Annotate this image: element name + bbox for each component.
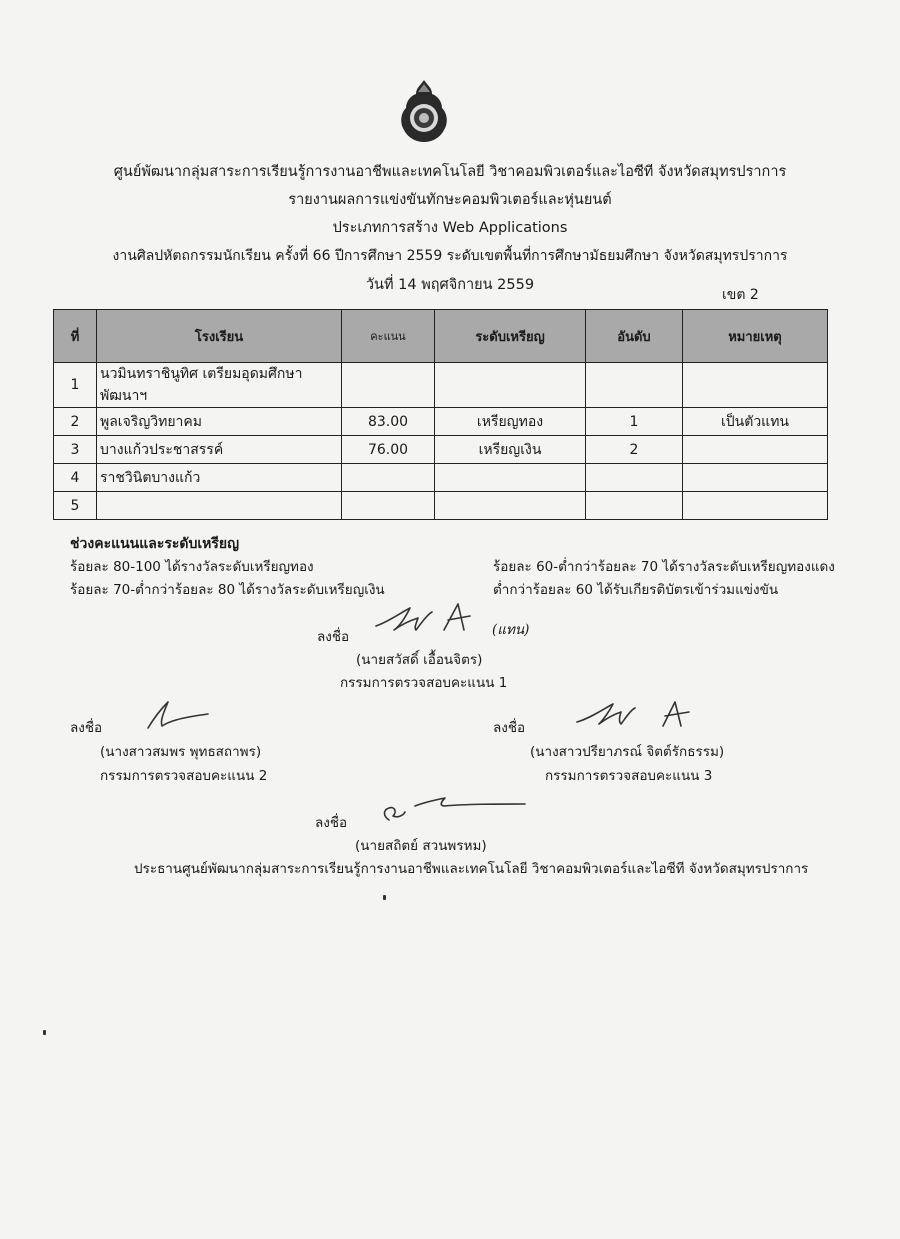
judge-1-role: กรรมการตรวจสอบคะแนน 1 bbox=[340, 675, 508, 691]
criteria-bronze: ร้อยละ 60-ต่ำกว่าร้อยละ 70 ได้รางวัลระดับเหรียญทองแดง bbox=[493, 559, 835, 575]
cell-school: นวมินทราชินูทิศ เตรียมอุดมศึกษาพัฒนาฯ bbox=[97, 363, 342, 408]
cell-rank: 1 bbox=[586, 408, 683, 436]
col-header-score: คะแนน bbox=[342, 310, 435, 363]
table-row bbox=[54, 408, 828, 436]
cell-note bbox=[683, 464, 828, 492]
scan-speck bbox=[43, 1030, 46, 1035]
cell-score: 83.00 bbox=[342, 408, 435, 436]
cell-rank: 2 bbox=[586, 436, 683, 464]
sign-label-judge-2: ลงชื่อ bbox=[70, 720, 103, 736]
scan-speck bbox=[383, 895, 386, 900]
table-row bbox=[54, 464, 828, 492]
cell-school: ราชวินิตบางแก้ว bbox=[97, 464, 342, 492]
cell-medal: เหรียญทอง bbox=[435, 408, 586, 436]
cell-score: 76.00 bbox=[342, 436, 435, 464]
chair-name: (นายสถิตย์ สวนพรหม) bbox=[355, 838, 487, 854]
judge-1-note: (แทน) bbox=[492, 622, 530, 638]
emblem-icon bbox=[398, 78, 450, 144]
cell-no: 2 bbox=[54, 408, 97, 436]
header-line-3: ประเภทการสร้าง Web Applications bbox=[332, 220, 568, 236]
criteria-participation: ต่ำกว่าร้อยละ 60 ได้รับเกียรติบัตรเข้าร่วมแข่งขัน bbox=[493, 582, 779, 598]
zone-label: เขต 2 bbox=[722, 287, 759, 303]
col-header-rank: อันดับ bbox=[586, 310, 683, 363]
signature-chair bbox=[375, 792, 530, 828]
cell-note bbox=[683, 436, 828, 464]
sign-label-judge-1: ลงชื่อ bbox=[317, 629, 350, 645]
col-header-no: ที่ bbox=[54, 310, 97, 363]
signature-judge-1 bbox=[372, 600, 487, 640]
cell-school: บางแก้วประชาสรรค์ bbox=[97, 436, 342, 464]
cell-rank bbox=[586, 363, 683, 408]
col-header-medal: ระดับเหรียญ bbox=[435, 310, 586, 363]
judge-3-role: กรรมการตรวจสอบคะแนน 3 bbox=[545, 768, 713, 784]
cell-no: 3 bbox=[54, 436, 97, 464]
cell-school: พูลเจริญวิทยาคม bbox=[97, 408, 342, 436]
sign-label-judge-3: ลงชื่อ bbox=[493, 720, 526, 736]
header-line-4: งานศิลปหัตถกรรมนักเรียน ครั้งที่ 66 ปีการศึกษา 2559 ระดับเขตพื้นที่การศึกษามัธยมศึกษา จังหวัดสมุทรปราการ bbox=[112, 248, 788, 264]
signature-judge-2 bbox=[138, 698, 213, 734]
cell-school bbox=[97, 492, 342, 520]
cell-score bbox=[342, 464, 435, 492]
judge-3-name: (นางสาวปรียาภรณ์ จิตต์รักธรรม) bbox=[530, 744, 725, 760]
header-line-2: รายงานผลการแข่งขันทักษะคอมพิวเตอร์และหุ่นยนต์ bbox=[288, 192, 612, 208]
header-date: วันที่ 14 พฤศจิกายน 2559 bbox=[365, 277, 535, 293]
chair-role: ประธานศูนย์พัฒนากลุ่มสาระการเรียนรู้การงานอาชีพและเทคโนโลยี วิชาคอมพิวเตอร์และไอซีที จังหวัดสมุทรปราการ bbox=[134, 861, 809, 877]
cell-medal bbox=[435, 464, 586, 492]
judge-2-role: กรรมการตรวจสอบคะแนน 2 bbox=[100, 768, 268, 784]
cell-no: 5 bbox=[54, 492, 97, 520]
cell-rank bbox=[586, 464, 683, 492]
header-line-1: ศูนย์พัฒนากลุ่มสาระการเรียนรู้การงานอาชีพและเทคโนโลยี วิชาคอมพิวเตอร์และไอซีที จังหวัดสมุทรปราการ bbox=[113, 164, 787, 180]
criteria-title: ช่วงคะแนนและระดับเหรียญ bbox=[70, 536, 240, 552]
table-row bbox=[54, 492, 828, 520]
judge-1-name: (นายสวัสดิ์ เอื้อนจิตร) bbox=[356, 652, 483, 668]
table-header-row bbox=[54, 310, 828, 363]
sign-label-chair: ลงชื่อ bbox=[315, 815, 348, 831]
signature-judge-3 bbox=[573, 698, 693, 732]
cell-medal bbox=[435, 363, 586, 408]
criteria-silver: ร้อยละ 70-ต่ำกว่าร้อยละ 80 ได้รางวัลระดับเหรียญเงิน bbox=[70, 582, 385, 598]
results-table bbox=[53, 309, 828, 520]
judge-2-name: (นางสาวสมพร พุทธสถาพร) bbox=[100, 744, 262, 760]
cell-note: เป็นตัวแทน bbox=[683, 408, 828, 436]
cell-medal: เหรียญเงิน bbox=[435, 436, 586, 464]
cell-note bbox=[683, 363, 828, 408]
col-header-school: โรงเรียน bbox=[97, 310, 342, 363]
cell-score bbox=[342, 492, 435, 520]
cell-note bbox=[683, 492, 828, 520]
cell-medal bbox=[435, 492, 586, 520]
cell-rank bbox=[586, 492, 683, 520]
table-row bbox=[54, 436, 828, 464]
cell-score bbox=[342, 363, 435, 408]
table-row bbox=[54, 363, 828, 408]
cell-no: 4 bbox=[54, 464, 97, 492]
criteria-gold: ร้อยละ 80-100 ได้รางวัลระดับเหรียญทอง bbox=[70, 559, 314, 575]
cell-no: 1 bbox=[54, 363, 97, 408]
col-header-note: หมายเหตุ bbox=[683, 310, 828, 363]
